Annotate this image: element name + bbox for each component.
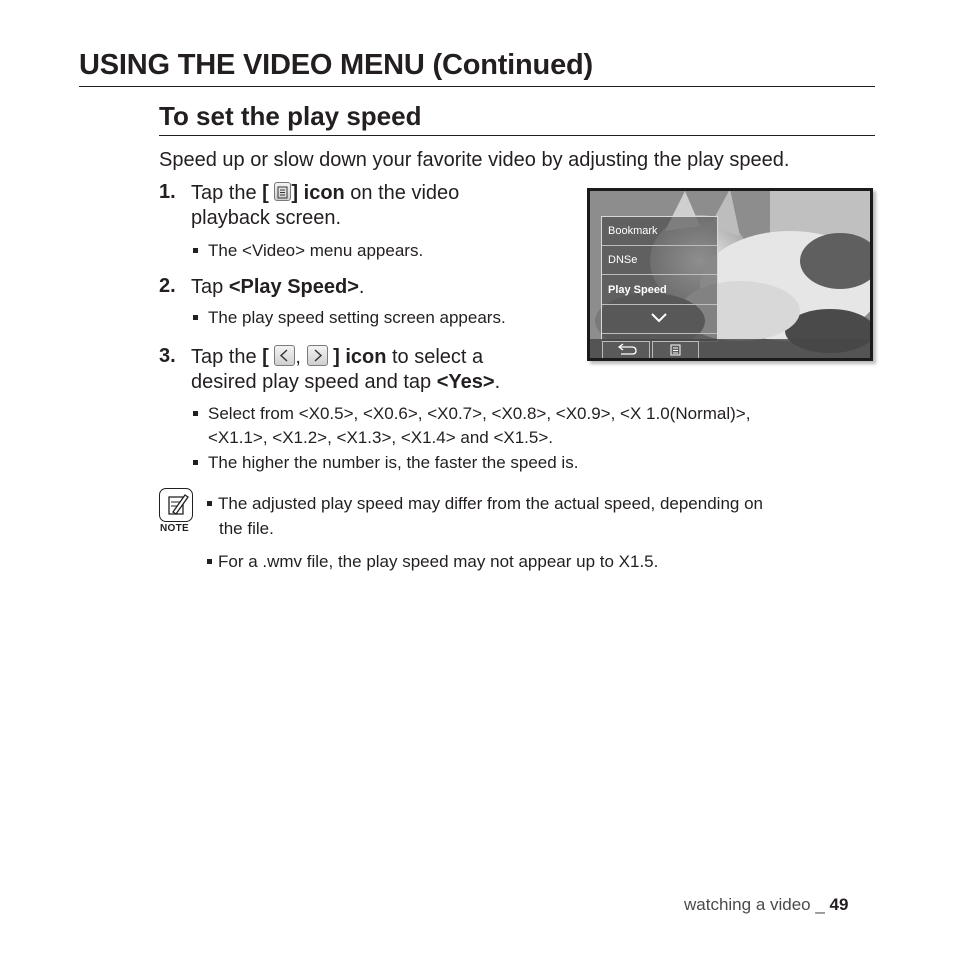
page-number: 49 (829, 895, 849, 914)
step-2-bullet-1-text: The play speed setting screen appears. (208, 308, 506, 327)
step-1-bracket-open: [ (262, 182, 269, 204)
menu-item-play-speed: Play Speed (602, 276, 717, 305)
step-1-line-2: playback screen. (191, 207, 342, 229)
bullet-marker (207, 501, 212, 506)
chevron-down-icon (602, 305, 717, 333)
step-3-line-2-pre: desired play speed and tap (191, 371, 437, 393)
step-1-bullet-1 (193, 238, 423, 263)
device-screenshot (587, 188, 873, 361)
bullet-marker (193, 248, 198, 253)
step-3-line-2-post: . (494, 371, 501, 393)
video-frame (590, 191, 870, 358)
note-item-1 (207, 491, 763, 516)
step-2-bold: <Play Speed> (228, 276, 359, 298)
step-3-separator: , (295, 346, 301, 368)
footer-section: watching a video _ (684, 895, 830, 914)
back-icon (602, 341, 650, 358)
section-divider (159, 135, 875, 136)
title-divider (79, 86, 875, 87)
step-3-bullet-2-text: The higher the number is, the faster the speed is. (208, 453, 579, 472)
bullet-marker (193, 411, 198, 416)
step-1-number: 1. (159, 181, 176, 203)
step-1-pre: Tap the (191, 182, 263, 204)
menu-icon (274, 182, 291, 201)
step-3-bold: icon (339, 346, 387, 368)
chevron-left-icon (274, 345, 295, 366)
menu-item-bookmark: Bookmark (602, 217, 717, 246)
video-menu (601, 216, 718, 342)
menu-icon (652, 341, 699, 358)
step-3-bullet-2 (193, 450, 578, 475)
step-1-line-1 (191, 181, 459, 206)
step-3-line-2 (191, 370, 500, 395)
step-3-bullet-1 (193, 401, 750, 426)
step-2-pre: Tap (191, 276, 229, 298)
step-2-bullet-1 (193, 305, 506, 330)
step-2-line (191, 275, 364, 300)
page-footer (684, 895, 848, 915)
note-item-2 (207, 549, 658, 574)
note-item-1-cont: the file. (219, 519, 274, 538)
note-label: NOTE (160, 523, 189, 534)
step-3-bullet-1-text: Select from <X0.5>, <X0.6>, <X0.7>, <X0.8>, <X0.9>, <X 1.0(Normal)>, (208, 404, 751, 423)
bullet-marker (207, 559, 212, 564)
step-3-bullet-1-cont: <X1.1>, <X1.2>, <X1.3>, <X1.4> and <X1.5>. (208, 428, 554, 447)
step-3-number: 3. (159, 345, 176, 367)
step-3-post: to select a (386, 346, 484, 368)
step-3-line-2-bold: <Yes> (436, 371, 495, 393)
bullet-marker (193, 315, 198, 320)
step-1-bullet-1-text: The <Video> menu appears. (208, 241, 424, 260)
note-item-2-text: For a .wmv file, the play speed may not appear up to X1.5. (218, 552, 659, 571)
page-title: USING THE VIDEO MENU (Continued) (79, 49, 593, 81)
note-item-1-text: The adjusted play speed may differ from the actual speed, depending on (218, 494, 763, 513)
control-bar (590, 339, 870, 358)
step-2-number: 2. (159, 275, 176, 297)
bullet-marker (193, 460, 198, 465)
note-pencil-icon (159, 488, 193, 522)
menu-scroll-row (602, 305, 717, 334)
step-3-bracket-open: [ (262, 346, 269, 368)
step-1-post: on the video (344, 182, 460, 204)
intro-text: Speed up or slow down your favorite video by adjusting the play speed. (159, 149, 790, 171)
step-3-pre: Tap the (191, 346, 263, 368)
menu-item-dnse: DNSe (602, 246, 717, 275)
step-3-bracket-close: ] (333, 346, 340, 368)
step-2-post: . (358, 276, 365, 298)
chevron-right-icon (307, 345, 328, 366)
step-1-bracket-close: ] (291, 182, 299, 204)
section-title: To set the play speed (159, 101, 422, 131)
step-1-bold: icon (298, 182, 345, 204)
step-3-line-1 (191, 345, 483, 370)
